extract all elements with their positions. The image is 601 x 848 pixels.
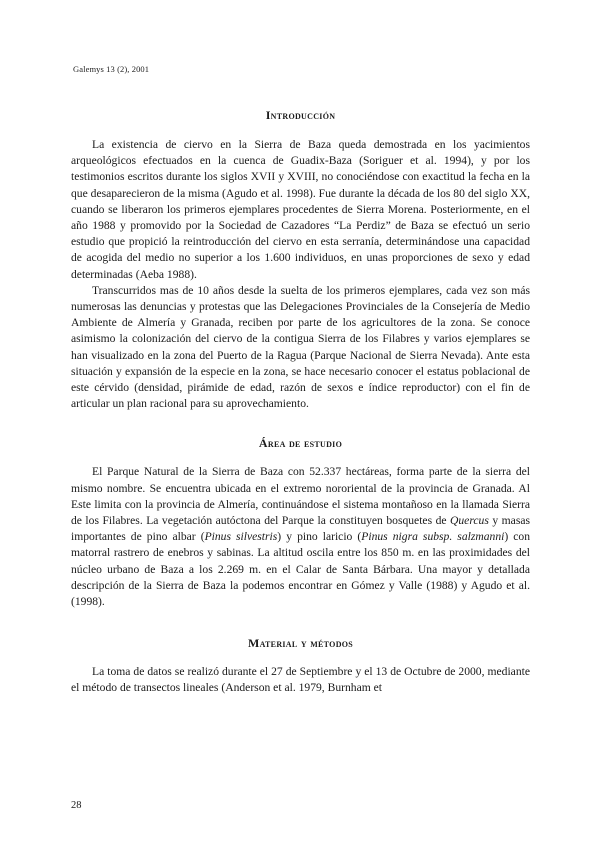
area-text-3: ) y pino laricio (	[277, 530, 362, 544]
area-text-1: El Parque Natural de la Sierra de Baza con 52.337 hectáreas, forma parte de la sierra del mismo nombre. Se encuentra ubicada en el extremo nororiental de la provincia de Granada. Al Este limita con la provincia de Almería, continuándose el sistema montañoso en la llamada Sierra de los Filabres. La vegetación autóctona del Parque la constituyen bosquetes de	[71, 465, 530, 528]
section-heading-material-y-metodos: Material y métodos	[247, 636, 354, 651]
section-heading-area-de-estudio: Área de estudio	[258, 436, 343, 451]
intro-paragraph-1: La existencia de ciervo en la Sierra de Baza queda demostrada en los yacimientos arqueológicos efectuados en la cuenca de Guadix-Baza (Soriguer et al. 1994), y por los testimonios escritos durante los siglos XVII y XVIII, no conociéndose con exactitud la fecha en la que desaparecieron de la misma (Agudo et al. 1998). Fue durante la década de los 80 del siglo XX, cuando se liberaron los primeros ejemplares procedentes de Sierra Morena. Posteriormente, en el año 1988 y promovido por la Sociedad de Cazadores “La Perdiz” de Baza se efectuó un serio estudio que propició la reintroducción del ciervo en esta serranía, determinándose una capacidad de acogida del medio no superior a los 1.600 individuos, en unas proporciones de sexo y edad determinadas (Aeba 1988).	[71, 138, 530, 281]
species-pinus-nigra: Pinus nigra subsp. salzmanni	[361, 530, 505, 544]
section-heading-introduccion: Introducción	[265, 108, 336, 122]
species-pinus-sylvestris: Pinus silvestris	[204, 530, 278, 544]
area-text-2: y masas importantes de pino albar (	[71, 514, 530, 544]
page-number: 28	[71, 800, 82, 811]
article-body	[71, 108, 530, 697]
species-quercus: Quercus	[450, 514, 489, 528]
intro-paragraph-2: Transcurridos mas de 10 años desde la suelta de los primeros ejemplares, cada vez son más numerosas las denuncias y protestas que las Delegaciones Provinciales de la Consejería de Medio Ambiente de Almería y Granada, reciben por parte de los agricultores de la zona. Se conoce asimismo la colonización del ciervo de la contigua Sierra de los Filabres y varios ejemplares se han visualizado en la zona del Puerto de la Ragua (Parque Nacional de Sierra Nevada). Ante esta situación y expansión de la especie en la zona, se hace necesario conocer el estatus poblacional de este cérvido (densidad, pirámide de edad, razón de sexos e índice reproductor) con el fin de articular un plan racional para su aprovechamiento.	[71, 283, 530, 411]
area-paragraph	[71, 464, 530, 610]
area-text-4: ) con matorral rastrero de enebros y sabinas. La altitud oscila entre los 850 m. en las proximidades del núcleo urbano de Baza a los 2.269 m. en el Calar de Santa Bárbara. Una mayor y detallada descripción de la Sierra de Baza la podemos encontrar en Gómez y Valle (1988) y Agudo et al. (1998).	[71, 530, 531, 609]
methods-paragraph: La toma de datos se realizó durante el 27 de Septiembre y el 13 de Octubre de 2000, mediante el método de transectos lineales (Anderson et al. 1979, Burnham et	[71, 665, 530, 695]
running-header: Galemys 13 (2), 2001	[73, 64, 150, 74]
